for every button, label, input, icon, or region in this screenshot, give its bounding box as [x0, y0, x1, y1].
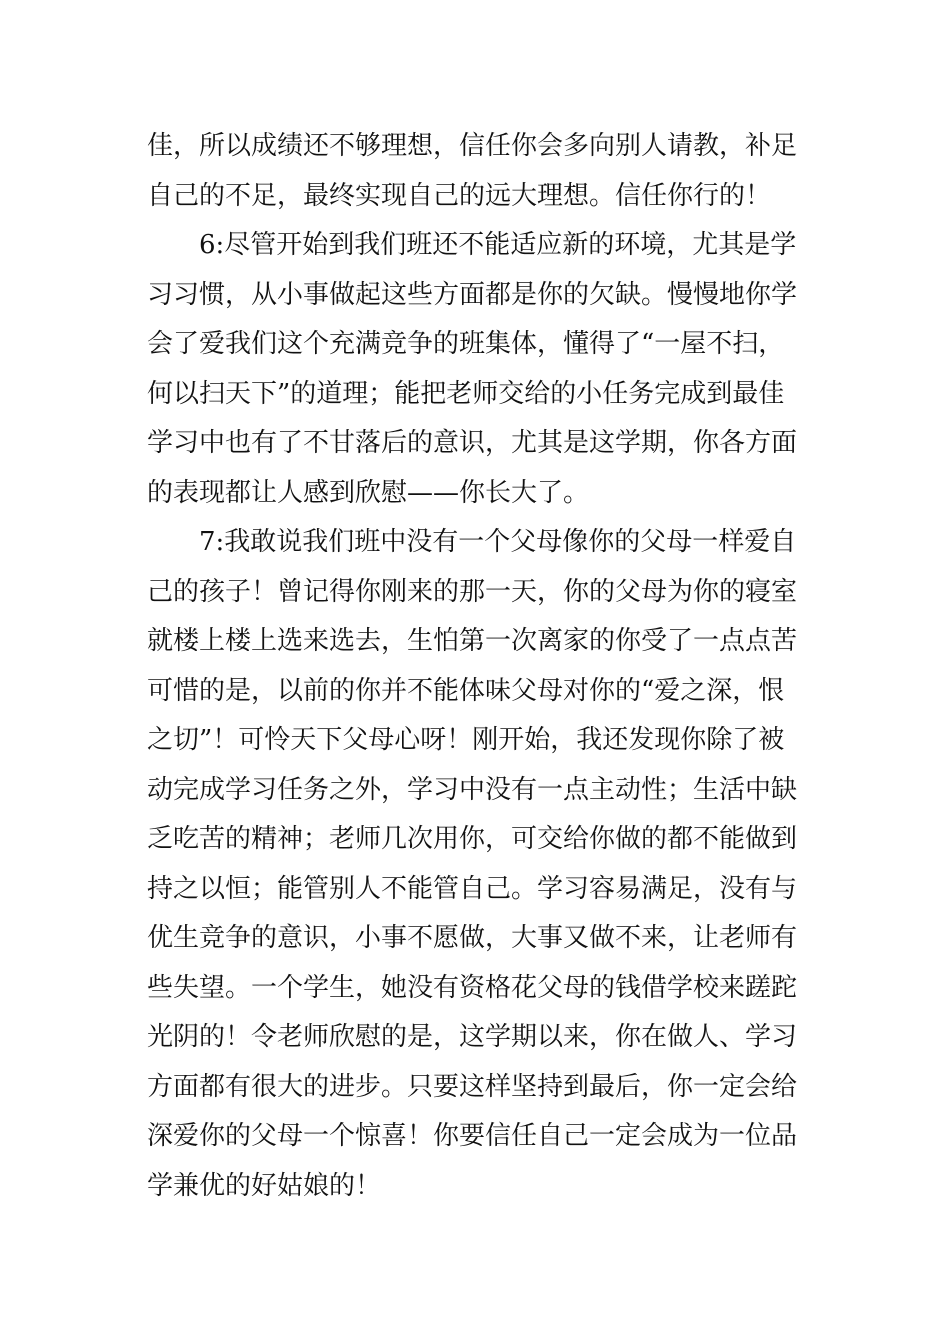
text-line: 佳，所以成绩还不够理想，信任你会多向别人请教，补足 — [147, 131, 798, 161]
text-line: 就楼上楼上选来选去，生怕第一次离家的你受了一点点苦 — [147, 626, 798, 656]
text-line: 持之以恒；能管别人不能管自己。学习容易满足，没有与 — [147, 873, 798, 904]
text-line: 习习惯，从小事做起这些方面都是你的欠缺。慢慢地你学 — [147, 279, 798, 310]
text-line: 自己的不足，最终实现自己的远大理想。信任你行的！ — [147, 180, 772, 211]
text-line: 些失望。一个学生，她没有资格花父母的钱借学校来蹉跎 — [147, 972, 798, 1003]
text-line: 方面都有很大的进步。只要这样坚持到最后，你一定会给 — [147, 1071, 798, 1102]
text-line: 学习中也有了不甘落后的意识，尤其是这学期，你各方面 — [147, 428, 798, 458]
text-line: 的表现都让人感到欣慰——你长大了。 — [147, 477, 590, 508]
text-line: 优生竞争的意识，小事不愿做，大事又做不来，让老师有 — [147, 923, 798, 953]
paragraph-6-start: 6:尽管开始到我们班还不能适应新的环境，尤其是学 — [199, 230, 797, 260]
text-line: 之切”！可怜天下父母心呀！刚开始，我还发现你除了被 — [147, 725, 785, 755]
text-line: 乏吃苦的精神；老师几次用你，可交给你做的都不能做到 — [147, 824, 798, 854]
text-line: 光阴的！令老师欣慰的是，这学期以来，你在做人、学习 — [147, 1022, 798, 1052]
document-body — [147, 122, 807, 1211]
paragraph-7-start: 7:我敢说我们班中没有一个父母像你的父母一样爱自 — [199, 527, 797, 557]
text-line: 可惜的是，以前的你并不能体味父母对你的“爱之深，恨 — [147, 675, 785, 706]
text-line: 何以扫天下”的道理；能把老师交给的小任务完成到最佳 — [147, 378, 785, 409]
text-line: 会了爱我们这个充满竞争的班集体，懂得了“一屋不扫， — [147, 329, 785, 359]
text-line: 己的孩子！曾记得你刚来的那一天，你的父母为你的寝室 — [147, 576, 798, 607]
text-line: 深爱你的父母一个惊喜！你要信任自己一定会成为一位品 — [147, 1121, 798, 1151]
text-line: 动完成学习任务之外，学习中没有一点主动性；生活中缺 — [147, 774, 798, 805]
text-line: 学兼优的好姑娘的！ — [147, 1170, 382, 1201]
